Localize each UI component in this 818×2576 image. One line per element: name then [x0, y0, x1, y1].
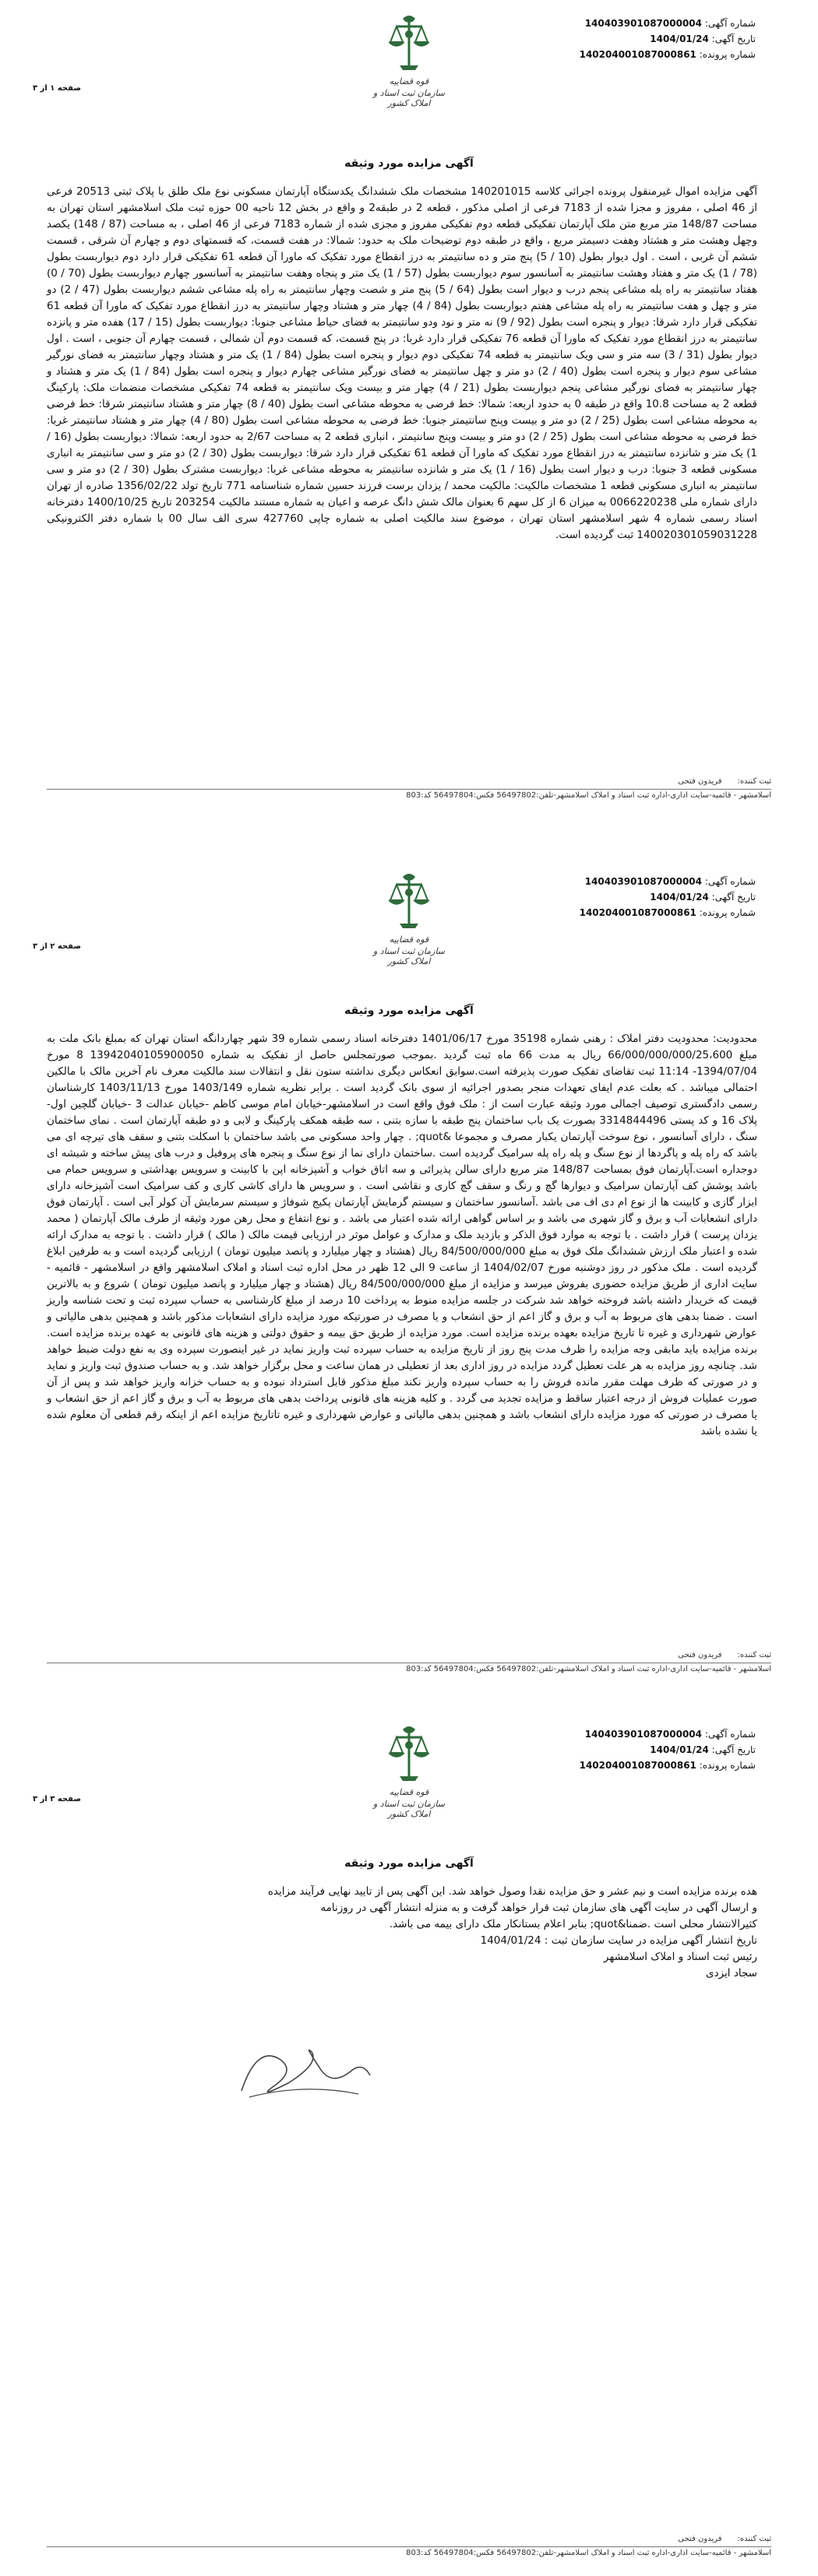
- file-number-label: شماره پرونده:: [699, 49, 756, 60]
- organization-name: سازمان ثبت اسناد و املاک کشور: [372, 1799, 446, 1819]
- ad-number: 140403901087000004: [584, 876, 702, 887]
- emblem-caption: قوه قضاییه: [389, 934, 429, 945]
- file-number-label: شماره پرونده:: [699, 1760, 756, 1771]
- page-footer: [0, 1651, 818, 1673]
- page-2: [0, 872, 818, 1690]
- recorder-label: ثبت کننده:: [737, 2535, 771, 2543]
- ad-meta: [553, 1726, 756, 1773]
- ad-date: 1404/01/24: [650, 892, 709, 903]
- ad-number: 140403901087000004: [584, 1729, 702, 1740]
- file-number: 140204001087000861: [579, 907, 696, 918]
- ad-number-label: شماره آگهی:: [704, 876, 756, 887]
- ad-date: 1404/01/24: [650, 33, 709, 44]
- notice-title: آگهی مزایده مورد وثیقه: [344, 1857, 474, 1870]
- page-header: [0, 14, 818, 123]
- file-number: 140204001087000861: [579, 1760, 696, 1771]
- recorder-name: فریدون فتحی: [678, 2535, 722, 2543]
- page-number: صفحه ۲ از ۳: [33, 942, 81, 951]
- notice-body: محدودیت: محدودیت دفتر املاک : رهنی شماره 35198 مورخ 1401/06/17 دفترخانه اسناد رسمی شماره 39 شهر چهاردانگه استان تهران که بمبلغ بانک ملت به مبلغ 66/000/000/000/25،600 ریال به مدت 66 ماه ثبت گردید .بموجب صورتمجلس حاصل از تفکیک به شماره 13942040105900050 8 مورخ 1394/07/04- 11:14 ثبت تقاضای تفکیک صورت پذیرفته است.سوابق انعکاس دیگری نداشته ستون نقل و انتقالات سند مالکیت معرف نام آخرین مالک با مالکین احتمالی میباشد . که بعلت عدم ایفای تعهدات منجر بصدور اجرائیه از سوی بانک گردید است . برابر نظریه شماره 1403/149 مورخ 1403/11/13 کارشناسان رسمی دادگستری توصیف اجمالی مورد وثیقه عبارت است از : ملک فوق واقع است در اسلامشهر-خیابان امام موسی کاظم -خیابان عدالت 3 -خیابان گلچین اول-پلاک 16 و کد پستی 3314844496 بصورت یک باب ساختمان پنج طبقه با سازه بتنی ، سه طبقه همکف پارکینگ و لابی و دو طبقه آپارتمان است . نمای ساختمان سنگ ، دارای آسانسور ، نوع سوخت آپارتمان یکبار مصرف و مجموعا &quot; . چهار واحد مسکونی می باشد ساختمان با اسکلت بتنی و سقف های تیرچه ای می باشد که راه پله و پاگردها از نوع سنگ و پله راه پله سرامیک گردیده است .ساختمان دارای نما از نوع سنگ و پنجره های پروفیل و درب های پیش ساخته و شیشه ای دوجداره است.آپارتمان فوق بمساحت 148/87 متر مربع دارای سالن پذیرائی و سه اتاق خواب و آشپزخانه اپن با کابینت و سرویس بهداشتی و سرویس حمام می باشد پوشش کف آپارتمان سرامیک و دیوارها گچ و رنگ و سقف گچ کاری و نقاشی است . و سرویس ها دارای کاشی کاری و کف سرامیک است آشپزخانه دارای ابزار گازی و کابینت ها از نوع ام دی اف می باشد .آسانسور ساختمان و سیستم گرمایش آپارتمان پکیج شوفاژ و سیستم سرمایش آن کولر آبی است . آپارتمان فوق دارای انشعابات آب و برق و گاز شهری می باشد و بر اساس گواهی ارائه شده اعتبار می باشد . و نوع انتفاع و محل رهن مورد وثیقه از طرف مالک آپارتمان ( محمد یزدان پرست ) قرار داشت . با توجه به موارد فوق الذکر و بازدید ملک و مدارک و عوامل موثر در ارزیابی قیمت مالک ( مالک ) قرار داشت . با توجه به مدارک ارائه شده و اعتبار ملک ارزش ششدانگ ملک فوق به مبلغ 84/500/000/000 ریال (هشتاد و چهار میلیارد و پانصد میلیون تومان ) ارزیابی گردیده است و به طرفین ابلاغ گردیده است . ملک مذکور در روز دوشنبه مورخ 1404/02/07 از ساعت 9 الی 12 ظهر در محل اداره ثبت اسناد و املاک اسلامشهر واقع در اسلامشهر - قائمیه - سایت اداری از طریق مزایده حضوری بفروش میرسد و مزایده از مبلغ 84/500/000/000 ریال (هشتاد و چهار میلیارد و پانصد میلیون تومان ) شروع و به بالاترین قیمت که خریدار داشته باشد فروخته خواهد شد شرکت در جلسه مزایده منوط به پرداخت 10 درصد از مبلغ کارشناسی به حساب سپرده ثبت و تحت شناسه واریز است . ضمنا بدهی های مربوط به آب و برق و گاز اعم از حق انشعاب و یا مصرف در صورتیکه مورد مزایده دارای انشعابات مذکور باشد و همچنین بدهی مالیاتی و عوارض شهرداری و غیره تا تاریخ مزایده بعهده برنده مزایده است. مورد مزایده از طریق حق بیمه و حقوق دولتی و هزینه های قانونی به عهده برنده مزایده است. برنده مزایده باید مابقی وجه مزایده را ظرف مدت پنج روز از تاریخ مزایده به حساب سپرده ثبت واریز نماید در غیر اینصورت سپرده وی به نفع دولت ضبط خواهد شد. چنانچه روز مزایده به هر علت تعطیل گردد مزایده در روز اداری بعد از تعطیلی در همان ساعت و محل برگزار خواهد شد. و به حساب صندوق ثبت واریز و نماید و در صورتی که ظرف مهلت مقرر مانده فروش را به حساب سپرده واریز نکند مبلغ مذکور قابل استرداد نبوده و به حساب خزانه واریز خواهد شد و پس از آن صورت عملیات فروش از درجه اعتبار ساقط و مزایده تجدید می گردد . و کلیه هزینه های قانونی پرداخت بدهی های مربوط به آب و برق و گاز اعم از حق انشعاب و یا مصرف در صورتی که مورد مزایده دارای انشعاب باشد و همچنین بدهی مالیاتی و عوارض شهرداری و غیره تاتاریخ مزایده اعم از اینکه رقم قطعی آن معلوم شده یا نشده باشد: [47, 1033, 758, 1438]
- body-line: هده برنده مزایده است و نیم عشر و حق مزایده نقدا وصول خواهد شد. این آگهی پس از تایید نهایی فرآیند مزایده: [267, 1885, 757, 1898]
- body-line: و ارسال آگهی در سایت آگهی های سازمان ثبت قرار خواهد گرفت و به منزله انتشار آگهی در روزنامه: [320, 1902, 757, 1914]
- organization-name: سازمان ثبت اسناد و املاک کشور: [372, 946, 446, 966]
- file-number-label: شماره پرونده:: [699, 907, 756, 918]
- ad-meta: [553, 16, 756, 62]
- page-header: [0, 872, 818, 981]
- ad-number-label: شماره آگهی:: [704, 18, 756, 29]
- recorder-name: فریدون فتحی: [678, 1651, 722, 1659]
- body-line: کثیرالانتشار محلی است .ضمنا&quot; بنابر اعلام بستانکار ملک دارای بیمه می باشد.: [389, 1918, 757, 1930]
- emblem: [370, 872, 448, 966]
- emblem-caption: قوه قضاییه: [389, 1787, 429, 1797]
- recorder-label: ثبت کننده:: [737, 777, 771, 786]
- ad-meta: [553, 874, 756, 920]
- judiciary-scales-emblem-icon: [386, 1725, 432, 1786]
- page-3: [0, 1725, 818, 2574]
- page-number: صفحه ۳ از ۳: [33, 1795, 81, 1804]
- ad-number: 140403901087000004: [584, 18, 702, 29]
- recorder-row: [0, 777, 771, 786]
- emblem: [370, 14, 448, 108]
- ad-date-label: تاریخ آگهی:: [711, 892, 756, 903]
- notice-body: [47, 1884, 757, 1982]
- page-footer: [0, 777, 818, 800]
- ad-date-label: تاریخ آگهی:: [711, 1744, 756, 1755]
- page-1: [0, 14, 818, 801]
- office-address: اسلامشهر - قائمیه-سایت اداری-اداره ثبت اسناد و املاک اسلامشهر-تلفن:56497802 فکس:56497804 کد:803: [406, 2549, 771, 2557]
- body-line: تاریخ انتشار آگهی مزایده در سایت سازمان ثبت : 1404/01/24: [480, 1934, 757, 1947]
- recorder-name: فریدون فتحی: [678, 777, 722, 786]
- notice-body: آگهی مزایده اموال غیرمنقول پرونده اجرائی کلاسه 140201015 مشخصات ملک ششدانگ یکدستگاه آپارتمان مسکونی نوع ملک طلق با پلاک ثبتی 20513 فرعی از 46 اصلی ، مفروز و مجزا شده از 7183 فرعی از اصلی مذکور ، قطعه 2 در طبقه2 و واقع در بخش 12 ناحیه 00 حوزه ثبت ملک اسلامشهر استان تهران به مساحت 148/87 متر مربع متن ملک آپارتمان تفکیکی قطعه دوم تفکیکی مفروز و مجزی شده از شماره 7183 فرعی از 46 اصلی ، به مساحت (87 / 148) یکصد وچهل وهشت متر و هشتاد وهفت دسیمتر مربع ، واقع در طبقه دوم توضیحات ملک به حدود: شمالا: در هفت قسمت، که قسمتهای دوم و چهارم آن شرقی ، قسمت ششم آن غربی ، است . اول دیوار بطول (10 / 5) پنج متر و ده سانتیمتر به درز انقطاع مورد تفکیک که ماورا آن قطعه 61 تفکیکی قرار دارد دوم دیواربست بطول (78 / 1) یک متر و هفتاد وهشت سانتیمتر به آسانسور سوم دیواربست بطول (57 / 1) یک متر و پنجاه وهفت سانتیمتر به آسانسور چهارم دیواربست بطول (70 / 0) هفتاد سانتیمتر به راه پله مشاعی پنجم درب و دیوار است بطول (64 / 5) پنج متر و شصت وچهار سانتیمتر به راه پله مشاعی ششم دیواربست بطول (47 / 2) دو متر و چهل و هفت سانتیمتر به راه پله مشاعی هفتم دیواربست بطول (84 / 4) چهار متر و هشتاد وچهار سانتیمتر به درز انقطاع مورد تفکیک که ماورا آن قطعه 61 تفکیکی قرار دارد شرقا: دیوار و پنجره است بطول (92 / 9) نه متر و نود ودو سانتیمتر به فضای حیاط مشاعی جنوبا: دیواربست بطول (15 / 17) هفده متر و پانزده سانتیمتر به درز انقطاع مورد تفکیک که ماورا آن قطعه 76 تفکیکی قرار دارد غربا: در پنج قسمت، که قسمت دوم آن شمالی ، قسمت چهارم آن جنوبی ، است . اول دیوار بطول (31 / 3) سه متر و سی ویک سانتیمتر به قطعه 74 تفکیکی دوم دیوار و پنجره است بطول (84 / 1) یک متر و هشتاد وچهار سانتیمتر به فضای نورگیر مشاعی سوم دیوار و پنجره است بطول (40 / 2) دو متر و چهل سانتیمتر به فضای نورگیر مشاعی چهارم دیوار و پنجره است بطول (84 / 1) یک متر و هشتاد و چهار سانتیمتر به فضای نورگیر مشاعی پنجم دیواربست بطول (21 / 4) چهار متر و بیست ویک سانتیمتر به قطعه 74 تفکیکی مشخصات منضمات ملک: پارکینگ قطعه 2 به مساحت 10.8 واقع در طبقه 0 به حدود اربعه: شمالا: خط فرضی به محوطه مشاعی است بطول (40 / 8) چهار متر و هشتاد سانتیمتر شرقا: خط فرضی به محوطه مشاعی است بطول (25 / 2) دو متر و بیست وپنج سانتیمتر جنوبا: خط فرضی به محوطه مشاعی است بطول (80 / 4) چهار متر و هشتاد سانتیمتر غربا: خط فرضی به محوطه مشاعی است بطول (25 / 2) دو متر و بیست وپنج سانتیمتر ، انباری قطعه 2 به مساحت 2/67 به حدود اربعه: شمالا: دیواربست بطول (16 / 1) یک متر و شانزده سانتیمتر به درز انقطاع مورد تفکیک که ماورا آن قطعه 61 تفکیکی قرار دارد شرقا: دیواربست بطول (30 / 2) دو متر و سی سانتیمتر به انباری مسکونی قطعه 3 جنوبا: درب و دیوار است بطول (16 / 1) یک متر و شانزده سانتیمتر به محوطه مشاعی غربا: دیواربست مشترک بطول (30 / 2) دو متر و سی سانتیمتر به انباری مسکونی قطعه 1 مشخصات مالکیت: مالکیت محمد / یزدان برست فرزند حسین شماره شناسنامه 771 تاریخ تولد 1356/02/22 صادره از تهران دارای شماره ملی 0066220238 به میزان 6 از کل سهم 6 بعنوان مالک شش دانگ عرصه و اعیان به شماره مستند مالکیت 203254 تاریخ 1400/10/25 دفترخانه اسناد رسمی شماره 4 شهر اسلامشهر استان تهران ، موضوع سند مالکیت اصلی به شماره چاپی 427760 سری الف سال 00 با شماره دفتر الکترونیکی 140020301059031228 ثبت گردیده است.: [47, 185, 758, 541]
- emblem: [370, 1725, 448, 1819]
- ad-date: 1404/01/24: [650, 1744, 709, 1755]
- ad-date-label: تاریخ آگهی:: [711, 33, 756, 44]
- body-line: سجاد ایزدی: [706, 1967, 757, 1980]
- recorder-row: [0, 1651, 771, 1659]
- organization-name: سازمان ثبت اسناد و املاک کشور: [372, 88, 446, 108]
- judiciary-scales-emblem-icon: [386, 872, 432, 933]
- recorder-row: [0, 2535, 771, 2543]
- body-line: رئیس ثبت اسناد و املاک اسلامشهر: [603, 1951, 757, 1963]
- emblem-caption: قوه قضاییه: [389, 76, 429, 86]
- judiciary-scales-emblem-icon: [386, 14, 432, 75]
- notice-title: آگهی مزایده مورد وثیقه: [344, 1005, 474, 1017]
- recorder-label: ثبت کننده:: [737, 1651, 771, 1659]
- office-address: اسلامشهر - قائمیه-سایت اداری-اداره ثبت اسناد و املاک اسلامشهر-تلفن:56497802 فکس:56497804 کد:803: [406, 1665, 771, 1673]
- office-address: اسلامشهر - قائمیه-سایت اداری-اداره ثبت اسناد و املاک اسلامشهر-تلفن:56497802 فکس:56497804 کد:803: [406, 791, 771, 800]
- footer-divider: [47, 789, 771, 790]
- page-header: [0, 1725, 818, 1834]
- page-number: صفحه ۱ از ۳: [33, 84, 81, 93]
- file-number: 140204001087000861: [579, 49, 696, 60]
- notice-title: آگهی مزایده مورد وثیقه: [344, 157, 474, 170]
- ad-number-label: شماره آگهی:: [704, 1729, 756, 1740]
- page-footer: [0, 2535, 818, 2557]
- footer-divider: [47, 2546, 771, 2547]
- handwritten-signature: [226, 2029, 382, 2114]
